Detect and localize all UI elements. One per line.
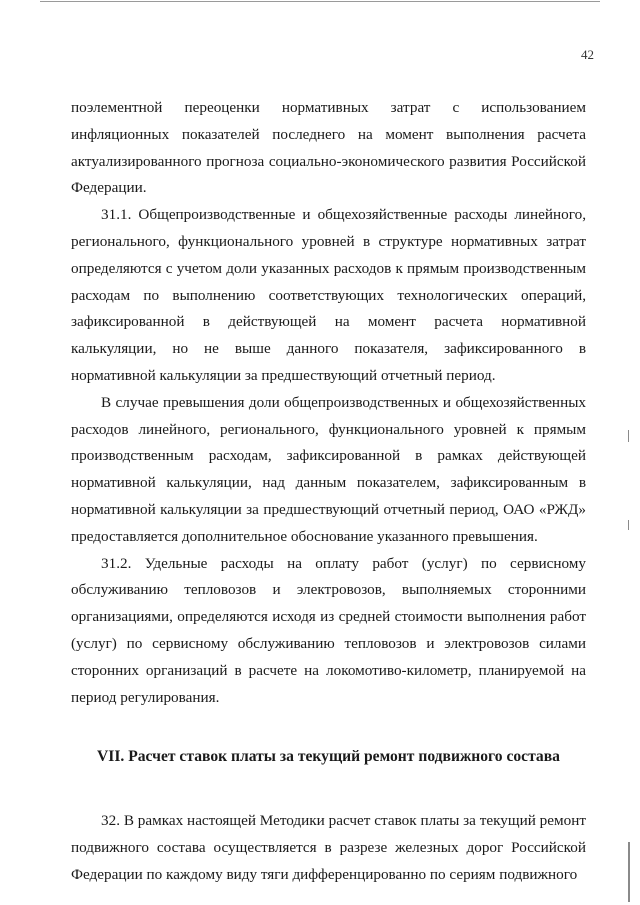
paragraph-32: 32. В рамках настоящей Методики расчет ставок платы за текущий ремонт подвижного состава осуществляется в разрезе железных дорог Российской Федерации по каждому виду тяги дифференцированно по сериям подвижного	[71, 812, 586, 883]
paragraph-continuation: поэлементной переоценки нормативных затрат с использованием инфляционных показателей последнего на момент выполнения расчета актуализированного прогноза социально-экономического развития Российской Федерации.	[71, 99, 586, 197]
spacer	[71, 771, 586, 808]
paragraph-31-1: 31.1. Общепроизводственные и общехозяйственные расходы линейного, регионального, функционального уровней в структуре нормативных затрат определяются с учетом доли указанных расходов к прямым производственным расходам по выполнению соответствующих технологических операций, зафиксированной в действующей на момент расчета нормативной калькуляции, но не выше данного показателя, зафиксированного в нормативной калькуляции за предшествующий отчетный период.	[71, 206, 586, 384]
paragraph-31-2: 31.2. Удельные расходы на оплату работ (услуг) по сервисному обслуживанию тепловозов и электровозов, выполняемых сторонними организациями, определяются исходя из средней стоимости выполнения работ (услуг) по сервисному обслуживанию тепловозов и электровозов силами сторонних организаций в расчете на локомотиво-километр, планируемой на период регулирования.	[71, 554, 586, 706]
spacer	[71, 711, 586, 744]
paragraph-excess-case: В случае превышения доли общепроизводственных и общехозяйственных расходов линейного, регионального, функционального уровней к прямым производственным расходам, зафиксированной в рамках действующей нормативной калькуляции, над данным показателем, зафиксированным в нормативной калькуляции за предшествующий отчетный период, ОАО «РЖД» предоставляется дополнительное обоснование указанного превышения.	[71, 393, 586, 545]
scan-edge-mark	[628, 520, 629, 530]
scan-edge-mark	[628, 842, 630, 902]
page-number: 42	[581, 47, 594, 62]
top-border-line	[40, 1, 600, 2]
document-body	[71, 95, 586, 889]
section-heading: VII. Расчет ставок платы за текущий ремонт подвижного состава	[97, 748, 560, 766]
scan-edge-mark	[628, 430, 629, 442]
